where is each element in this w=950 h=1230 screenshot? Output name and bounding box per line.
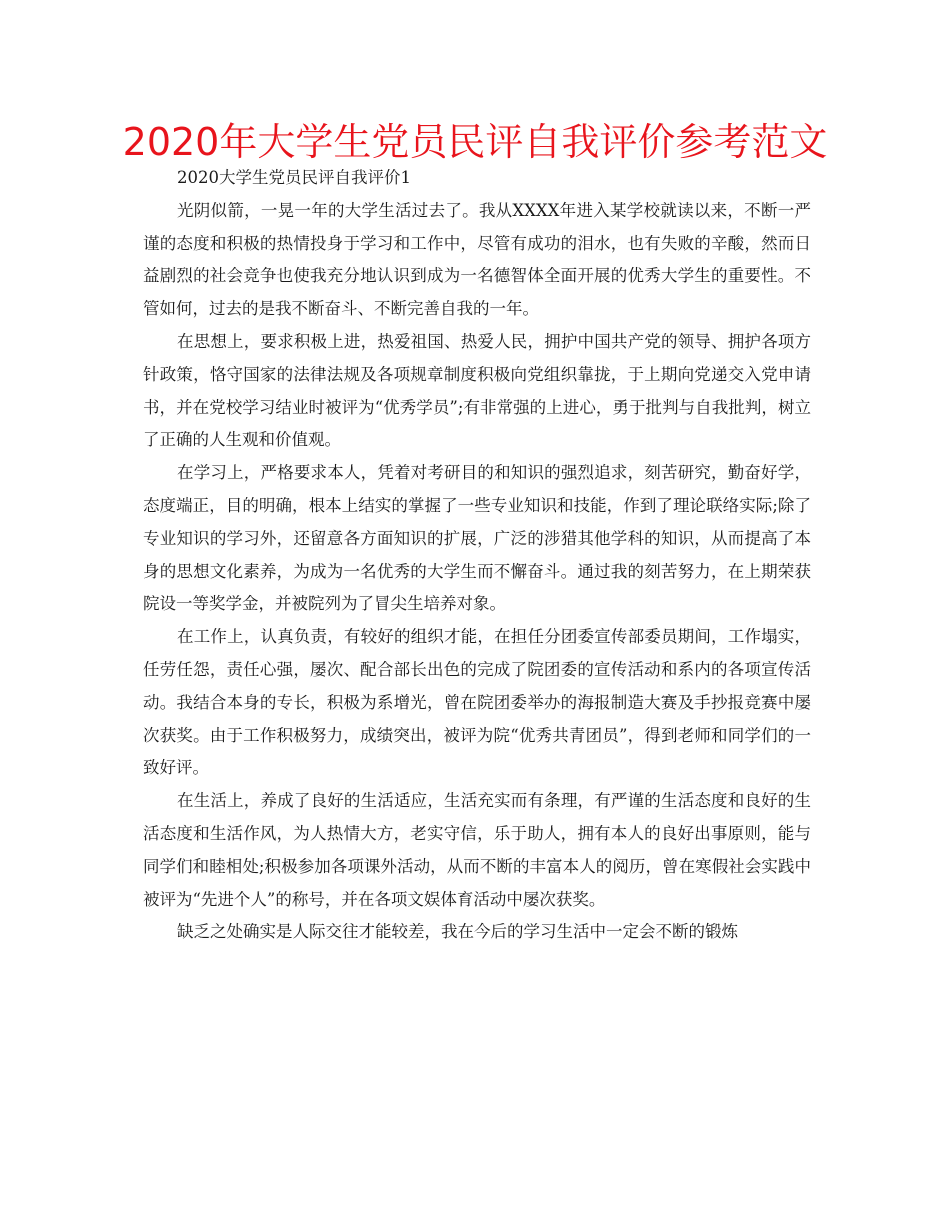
paragraph-life: 在生活上，养成了良好的生活适应，生活充实而有条理，有严谨的生活态度和良好的生活态度和生活作风，为人热情大方，老实守信，乐于助人，拥有本人的良好出事原则，能与同学们和睦相处;积极参加各项课外活动，从而不断的丰富本人的阅历，曾在寒假社会实践中被评为“先进个人”的称号，并在各项文娱体育活动中屡次获奖。 (143, 791, 811, 909)
document-body (143, 162, 811, 949)
section-heading: 2020大学生党员民评自我评价1 (177, 168, 411, 187)
paragraph-shortcomings: 缺乏之处确实是人际交往才能较差，我在今后的学习生活中一定会不断的锻炼 (177, 922, 738, 942)
paragraph-intro: 光阴似箭，一晃一年的大学生活过去了。我从XXXX年进入某学校就读以来，不断一严谨的态度和积极的热情投身于学习和工作中，尽管有成功的泪水，也有失败的辛酸，然而日益剧烈的社会竞争也使我充分地认识到成为一名德智体全面开展的优秀大学生的重要性。不管如何，过去的是我不断奋斗、不断完善自我的一年。 (143, 200, 811, 319)
paragraph-study: 在学习上，严格要求本人，凭着对考研目的和知识的强烈追求，刻苦研究，勤奋好学，态度端正，目的明确，根本上结实的掌握了一些专业知识和技能，作到了理论联络实际;除了专业知识的学习外，还留意各方面知识的扩展，广泛的涉猎其他学科的知识，从而提高了本身的思想文化素养，为成为一名优秀的大学生而不懈奋斗。通过我的刻苦努力，在上期荣获院设一等奖学金，并被院列为了冒尖生培养对象。 (143, 463, 811, 614)
paragraph-ideology: 在思想上，要求积极上进，热爱祖国、热爱人民，拥护中国共产党的领导、拥护各项方针政策，恪守国家的法律法规及各项规章制度积极向党组织靠拢，于上期向党递交入党申请书，并在党校学习结业时被评为“优秀学员”;有非常强的上进心，勇于批判与自我批判，树立了正确的人生观和价值观。 (143, 331, 811, 450)
paragraph-work: 在工作上，认真负责，有较好的组织才能，在担任分团委宣传部委员期间，工作塌实，任劳任怨，责任心强，屡次、配合部长出色的完成了院团委的宣传活动和系内的各项宣传活动。我结合本身的专长，积极为系增光，曾在院团委举办的海报制造大赛及手抄报竞赛中屡次获奖。由于工作积极努力，成绩突出，被评为院“优秀共青团员”，得到老师和同学们的一致好评。 (143, 627, 811, 778)
document-title: 2020年大学生党员民评自我评价参考范文 (122, 120, 828, 164)
